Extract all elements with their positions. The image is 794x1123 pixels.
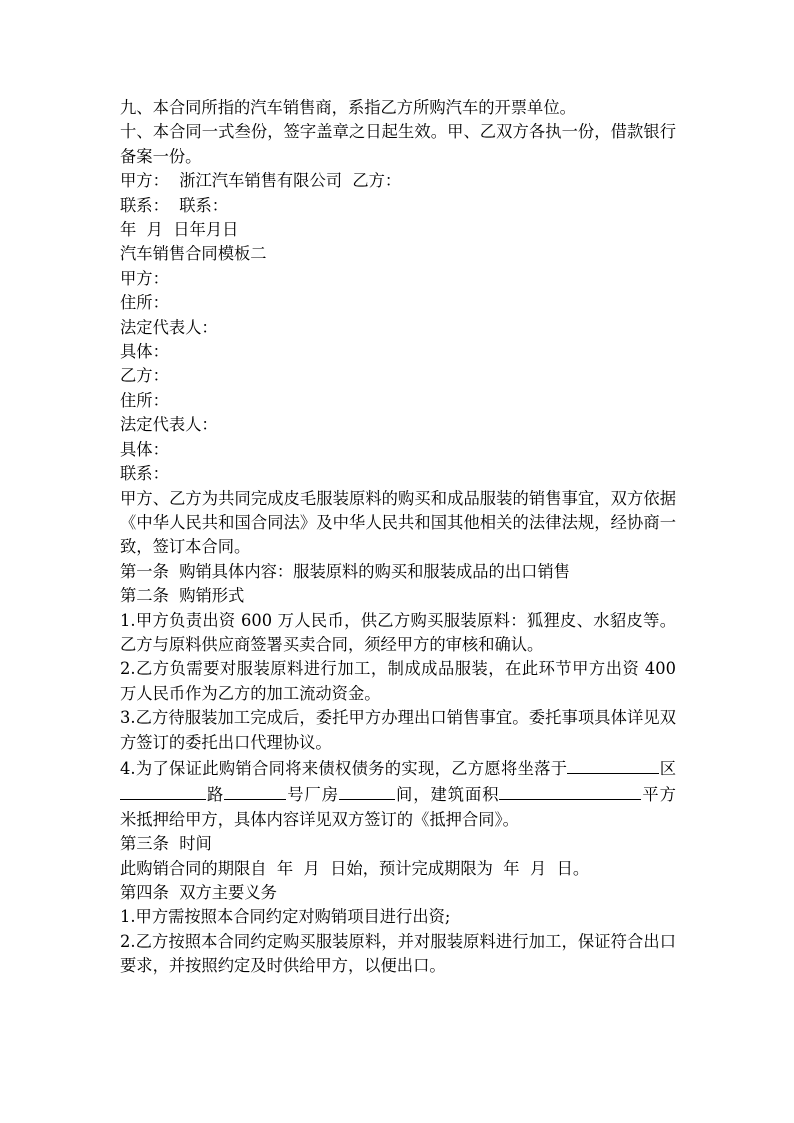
article-four-heading: 第四条 双方主要义务 xyxy=(120,883,277,902)
signature-party-line: 甲方： 浙江汽车销售有限公司 乙方： xyxy=(120,171,402,191)
article-two-item-4 xyxy=(120,755,676,832)
district-label: 区 xyxy=(659,758,676,778)
road-blank xyxy=(120,781,206,800)
signature-date-line: 年 月 日年月日 xyxy=(120,220,239,240)
party-b-detail-label: 具体： xyxy=(120,439,169,459)
party-a-detail-label: 具体： xyxy=(120,342,169,362)
article-two-item-2: 2.乙方负需要对服装原料进行加工，制成成品服装，在此环节甲方出资 400 万人民币作为乙方的加工流动资金。 xyxy=(120,659,682,703)
road-label: 路 xyxy=(206,785,225,805)
article-three-heading: 第三条 时间 xyxy=(120,834,212,854)
preamble-paragraph: 甲方、乙方为共同完成皮毛服装原料的购买和成品服装的销售事宜，双方依据《中华人民共和国合同法》及中华人民共和国其他相关的法律法规，经协商一致，签订本合同。 xyxy=(120,488,676,557)
party-a-label: 甲方： xyxy=(120,268,169,288)
article-three-body: 此购销合同的期限自 年 月 日始，预计完成期限为 年 月 日。 xyxy=(120,858,590,878)
article-two-heading: 第二条 购销形式 xyxy=(120,586,245,606)
factory-label: 号厂房 xyxy=(286,785,339,805)
item-4-prefix: 4.为了保证此购销合同将来债权债务的实现，乙方愿将坐落于 xyxy=(120,758,568,778)
template-title: 汽车销售合同模板二 xyxy=(120,244,267,264)
document-body xyxy=(120,96,682,979)
number-blank xyxy=(224,781,286,800)
clause-ten: 十、本合同一式叁份，签字盖章之日起生效。甲、乙双方各执一份，借款银行备案一份。 xyxy=(120,122,676,166)
party-b-representative-label: 法定代表人： xyxy=(120,415,218,435)
article-two-item-1: 1.甲方负责出资 600 万人民币，供乙方购买服装原料：狐狸皮、水貂皮等。乙方与原料供应商签署买卖合同，须经甲方的审核和确认。 xyxy=(120,610,676,654)
area-label: 间，建筑面积 xyxy=(394,785,500,805)
clause-nine: 九、本合同所指的汽车销售商，系指乙方所购汽车的开票单位。 xyxy=(120,98,576,117)
party-a-representative-label: 法定代表人： xyxy=(120,317,218,337)
party-b-label: 乙方： xyxy=(120,366,169,386)
article-one: 第一条 购销具体内容：服装原料的购买和服装成品的出口销售 xyxy=(120,561,570,581)
party-b-contact-label: 联系： xyxy=(120,464,169,484)
article-four-item-1: 1.甲方需按照本合同约定对购销项目进行出资; xyxy=(120,907,451,927)
article-two-item-3: 3.乙方待服装加工完成后，委托甲方办理出口销售事宜。委托事项具体详见双方签订的委托出口代理协议。 xyxy=(120,708,676,752)
room-blank xyxy=(339,781,395,800)
article-four-item-2: 2.乙方按照本合同约定购买服装原料，并对服装原料进行加工，保证符合出口要求，并按照约定及时供给甲方，以便出口。 xyxy=(120,931,676,976)
party-b-address-label: 住所： xyxy=(120,390,169,410)
item-4-suffix: 平方米抵押给甲方，具体内容详见双方签订的《抵押合同》。 xyxy=(120,785,676,829)
district-blank xyxy=(567,755,659,774)
area-blank xyxy=(499,781,641,800)
signature-contact-line: 联系： 联系： xyxy=(120,195,229,215)
party-a-address-label: 住所： xyxy=(120,293,169,313)
